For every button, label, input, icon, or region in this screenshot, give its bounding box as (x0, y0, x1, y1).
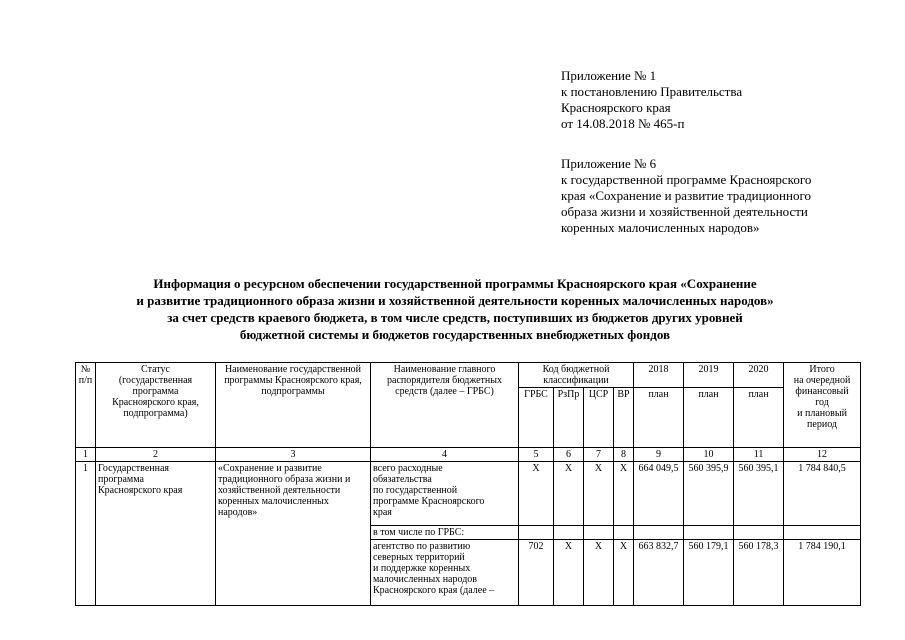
appendix-1-block (561, 68, 742, 132)
header-plan-2019: план (684, 388, 734, 448)
header-row-1 (76, 363, 861, 388)
row-value-2018: 663 832,7 (634, 540, 684, 606)
title-line: и развитие традиционного образа жизни и хозяйственной деятельности коренных малочисленных народов» (136, 293, 774, 308)
header-program-name: Наименование государственной программы Красноярского края, подпрограммы (216, 363, 371, 448)
resource-table (75, 362, 861, 606)
title-line: за счет средств краевого бюджета, в том числе средств, поступивших из бюджетов других уровней (167, 310, 743, 325)
row-vr-code: Х (614, 462, 634, 526)
appendix-6-line: образа жизни и хозяйственной деятельности (561, 204, 808, 219)
header-vr: ВР (614, 388, 634, 448)
column-number: 4 (371, 448, 519, 462)
row-value-total: 1 784 840,5 (784, 462, 861, 526)
row-grbs-code: 702 (519, 540, 554, 606)
row-num: 1 (76, 462, 96, 606)
document-title (60, 275, 850, 343)
header-grbs: ГРБС (519, 388, 554, 448)
column-number: 10 (684, 448, 734, 462)
row-vr-code: Х (614, 540, 634, 606)
appendix-6-line: к государственной программе Красноярского (561, 172, 812, 187)
appendix-6-block (561, 156, 811, 236)
appendix-6-line: коренных малочисленных народов» (561, 220, 760, 235)
empty-cell (784, 526, 861, 540)
row-grbs-name-total: всего расходные обязательства по государственной программе Красноярского края (371, 462, 519, 526)
row-program-name: «Сохранение и развитие традиционного образа жизни и хозяйственной деятельности коренных малочисленных народов» (216, 462, 371, 606)
header-rzpr: РзПр (554, 388, 584, 448)
column-number: 6 (554, 448, 584, 462)
empty-cell (684, 526, 734, 540)
appendix-1-line: Приложение № 1 (561, 68, 657, 83)
header-total: Итого на очередной финансовый год и плановый период (784, 363, 861, 448)
header-year-2020: 2020 (734, 363, 784, 388)
empty-cell (554, 526, 584, 540)
header-plan-2018: план (634, 388, 684, 448)
header-grbs-name: Наименование главного распорядителя бюджетных средств (далее – ГРБС) (371, 363, 519, 448)
row-grbs-code: Х (519, 462, 554, 526)
title-line: Информация о ресурсном обеспечении государственной программы Красноярского края «Сохранение (153, 276, 757, 291)
row-including-label: в том числе по ГРБС: (371, 526, 519, 540)
appendix-1-line: Красноярского края (561, 100, 671, 115)
header-code-group: Код бюджетной классификации (519, 363, 634, 388)
title-line: бюджетной системы и бюджетов государственных внебюджетных фондов (239, 327, 671, 342)
header-num: № п/п (76, 363, 96, 448)
row-csr-code: Х (584, 462, 614, 526)
table-row-total (76, 462, 861, 526)
row-rzpr-code: Х (554, 540, 584, 606)
row-value-2020: 560 178,3 (734, 540, 784, 606)
row-grbs-name-agency: агентство по развитию северных территорий и поддержке коренных малочисленных народов Красноярского края (далее – (371, 540, 519, 606)
column-number: 7 (584, 448, 614, 462)
column-number-row (76, 448, 861, 462)
column-number: 12 (784, 448, 861, 462)
column-number: 3 (216, 448, 371, 462)
header-csr: ЦСР (584, 388, 614, 448)
empty-cell (634, 526, 684, 540)
column-number: 5 (519, 448, 554, 462)
empty-cell (584, 526, 614, 540)
column-number: 9 (634, 448, 684, 462)
row-value-2019: 560 179,1 (684, 540, 734, 606)
column-number: 8 (614, 448, 634, 462)
row-value-2020: 560 395,1 (734, 462, 784, 526)
empty-cell (734, 526, 784, 540)
column-number: 1 (76, 448, 96, 462)
appendix-1-line: от 14.08.2018 № 465-п (561, 116, 685, 131)
row-value-2019: 560 395,9 (684, 462, 734, 526)
header-year-2019: 2019 (684, 363, 734, 388)
row-csr-code: Х (584, 540, 614, 606)
row-rzpr-code: Х (554, 462, 584, 526)
column-number: 11 (734, 448, 784, 462)
header-status: Статус (государственная программа Красноярского края, подпрограмма) (96, 363, 216, 448)
row-value-total: 1 784 190,1 (784, 540, 861, 606)
header-year-2018: 2018 (634, 363, 684, 388)
appendix-1-line: к постановлению Правительства (561, 84, 743, 99)
column-number: 2 (96, 448, 216, 462)
row-status: Государственная программа Красноярского края (96, 462, 216, 606)
empty-cell (519, 526, 554, 540)
header-plan-2020: план (734, 388, 784, 448)
row-value-2018: 664 049,5 (634, 462, 684, 526)
empty-cell (614, 526, 634, 540)
appendix-6-line: Приложение № 6 (561, 156, 657, 171)
appendix-6-line: края «Сохранение и развитие традиционного (561, 188, 811, 203)
